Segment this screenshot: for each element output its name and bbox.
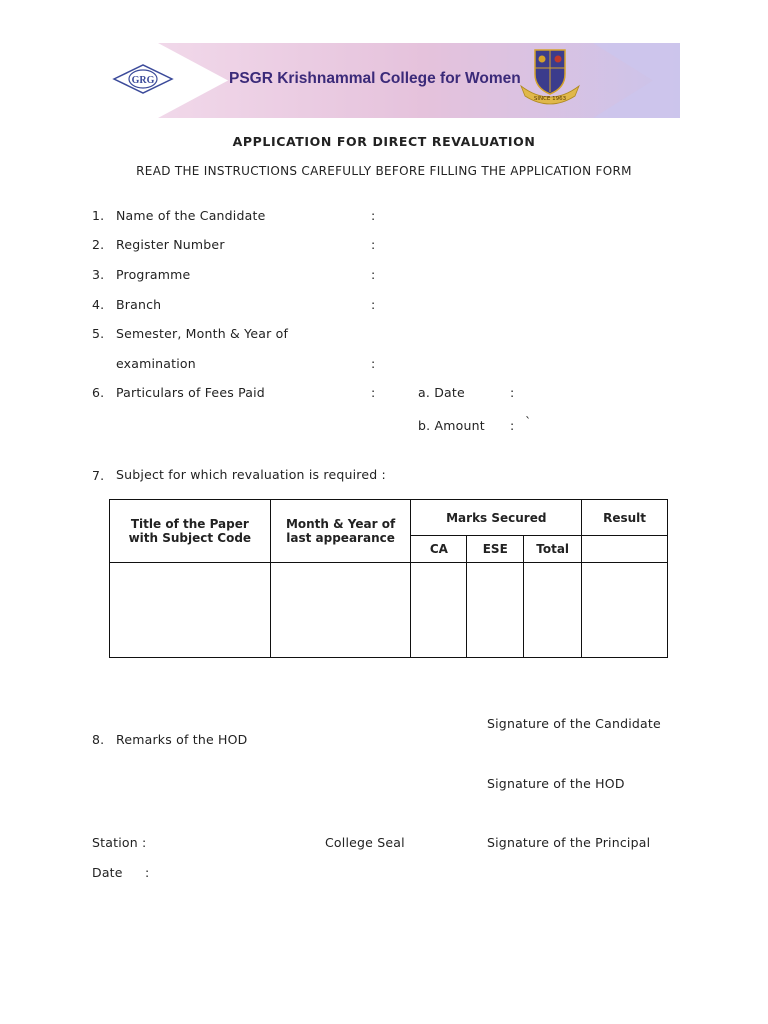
subheader-ese: ESE — [467, 536, 524, 563]
field-number: 6. — [92, 385, 105, 400]
remarks-hod-label: Remarks of the HOD — [116, 732, 248, 747]
rupee-symbol: ` — [525, 414, 532, 429]
field-label-programme: Programme — [116, 267, 191, 282]
subheader-ca: CA — [411, 536, 467, 563]
field-label-semester-continuation: examination — [116, 356, 196, 371]
date-label: Date — [92, 865, 123, 880]
field-colon: : — [371, 385, 376, 400]
field-colon: : — [371, 237, 376, 252]
fees-amount-label: b. Amount — [418, 418, 485, 433]
field-number: 3. — [92, 267, 105, 282]
fees-date-colon: : — [510, 385, 515, 400]
col-header-marks-secured: Marks Secured — [411, 500, 582, 536]
col-header-title: Title of the Paper with Subject Code — [110, 500, 271, 563]
col-header-result: Result — [582, 500, 668, 536]
date-colon: : — [145, 865, 150, 880]
field-label-branch: Branch — [116, 297, 162, 312]
table-cell[interactable] — [524, 563, 582, 658]
station-label: Station : — [92, 835, 147, 850]
field-number: 1. — [92, 208, 105, 223]
table-cell[interactable] — [467, 563, 524, 658]
crest-since-text: SINCE 1963 — [533, 96, 567, 102]
college-seal-label: College Seal — [325, 835, 405, 850]
field-colon: : — [371, 208, 376, 223]
field-label-candidate-name: Name of the Candidate — [116, 208, 266, 223]
grg-logo-icon — [112, 64, 174, 94]
field-number: 8. — [92, 732, 105, 747]
table-cell[interactable] — [110, 563, 271, 658]
signature-principal: Signature of the Principal — [487, 835, 651, 850]
field-number: 2. — [92, 237, 105, 252]
signature-candidate: Signature of the Candidate — [487, 716, 661, 731]
field-colon: : — [371, 356, 376, 371]
college-crest-icon — [517, 46, 583, 108]
field-label-register-number: Register Number — [116, 237, 225, 252]
field-colon: : — [371, 267, 376, 282]
table-cell[interactable] — [582, 563, 668, 658]
form-instructions: READ THE INSTRUCTIONS CAREFULLY BEFORE FILLING THE APPLICATION FORM — [136, 164, 632, 178]
signature-hod: Signature of the HOD — [487, 776, 625, 791]
field-label-fees-paid: Particulars of Fees Paid — [116, 385, 265, 400]
field-number: 5. — [92, 326, 105, 341]
table-cell[interactable] — [270, 563, 411, 658]
field-number: 7. — [92, 468, 105, 483]
subheader-total: Total — [524, 536, 582, 563]
subject-revaluation-label: Subject for which revaluation is required : — [116, 467, 386, 482]
revaluation-table — [109, 499, 668, 658]
field-number: 4. — [92, 297, 105, 312]
table-cell — [582, 536, 668, 563]
table-cell[interactable] — [411, 563, 467, 658]
field-colon: : — [371, 297, 376, 312]
college-name: PSGR Krishnammal College for Women — [229, 70, 521, 87]
grg-logo-text: GRG — [131, 75, 155, 86]
col-header-month-year: Month & Year of last appearance — [270, 500, 411, 563]
table-row — [110, 563, 668, 658]
field-label-semester: Semester, Month & Year of — [116, 326, 289, 341]
form-title: APPLICATION FOR DIRECT REVALUATION — [232, 134, 536, 149]
fees-amount-colon: : — [510, 418, 515, 433]
fees-date-label: a. Date — [418, 385, 465, 400]
